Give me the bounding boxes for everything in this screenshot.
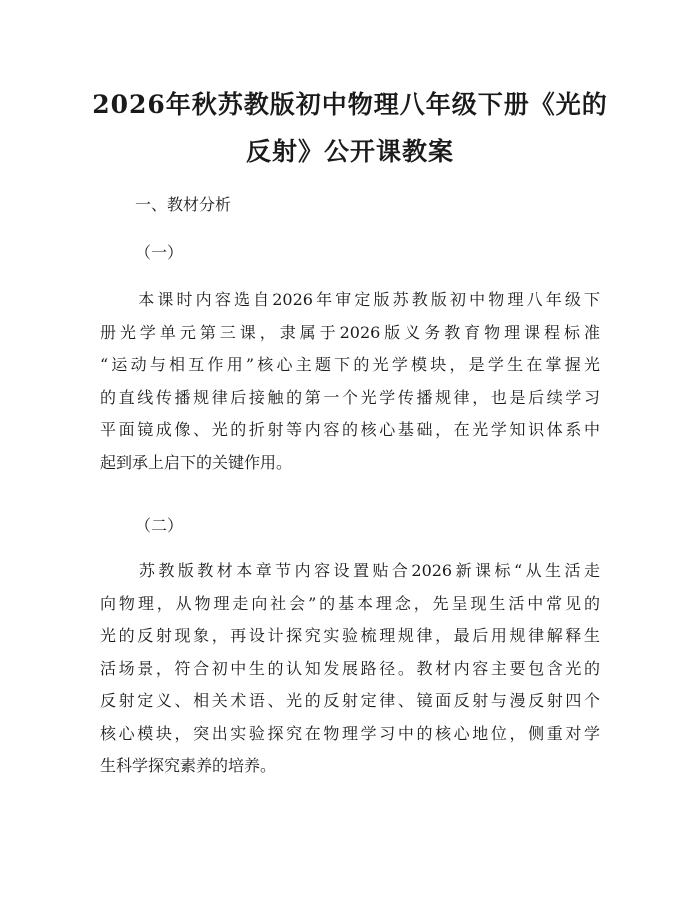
paragraph-line: 起到承上启下的关键作用。 xyxy=(100,452,293,472)
paragraph-line: 本课时内容选自2026年审定版苏教版初中物理八年级下 xyxy=(100,290,600,309)
section-heading: 一、教材分析 xyxy=(135,195,232,214)
paragraph-line: “运动与相互作用”核心主题下的光学模块，是学生在掌握光 xyxy=(100,355,600,374)
paragraph-1 xyxy=(100,284,600,479)
paragraph-line: 核心模块，突出实验探究在物理学习中的核心地位，侧重对学 xyxy=(100,723,600,743)
subsection-label-1: （一） xyxy=(135,243,184,262)
document-title-line-2: 反射》公开课教案 xyxy=(245,137,454,166)
paragraph-line: 生科学探究素养的培养。 xyxy=(100,756,277,775)
paragraph-line: 光的反射现象，再设计探究实验梳理规律，最后用规律解释生 xyxy=(100,626,600,645)
subsection-label-2: （二） xyxy=(135,516,184,535)
paragraph-2 xyxy=(100,555,600,783)
document-title-line-1: 2026年秋苏教版初中物理八年级下册《光的 xyxy=(92,90,608,119)
paragraph-line: 的直线传播规律后接触的第一个光学传播规律，也是后续学习 xyxy=(100,387,600,407)
paragraph-line: 苏教版教材本章节内容设置贴合2026新课标“从生活走 xyxy=(100,561,600,580)
paragraph-line: 活场景，符合初中生的认知发展路径。教材内容主要包含光的 xyxy=(100,658,600,678)
paragraph-line: 反射定义、相关术语、光的反射定律、镜面反射与漫反射四个 xyxy=(100,691,600,710)
paragraph-line: 册光学单元第三课，隶属于2026版义务教育物理课程标准 xyxy=(100,322,600,342)
paragraph-line: 平面镜成像、光的折射等内容的核心基础，在光学知识体系中 xyxy=(100,420,600,439)
paragraph-line: 向物理，从物理走向社会”的基本理念，先呈现生活中常见的 xyxy=(100,593,600,613)
